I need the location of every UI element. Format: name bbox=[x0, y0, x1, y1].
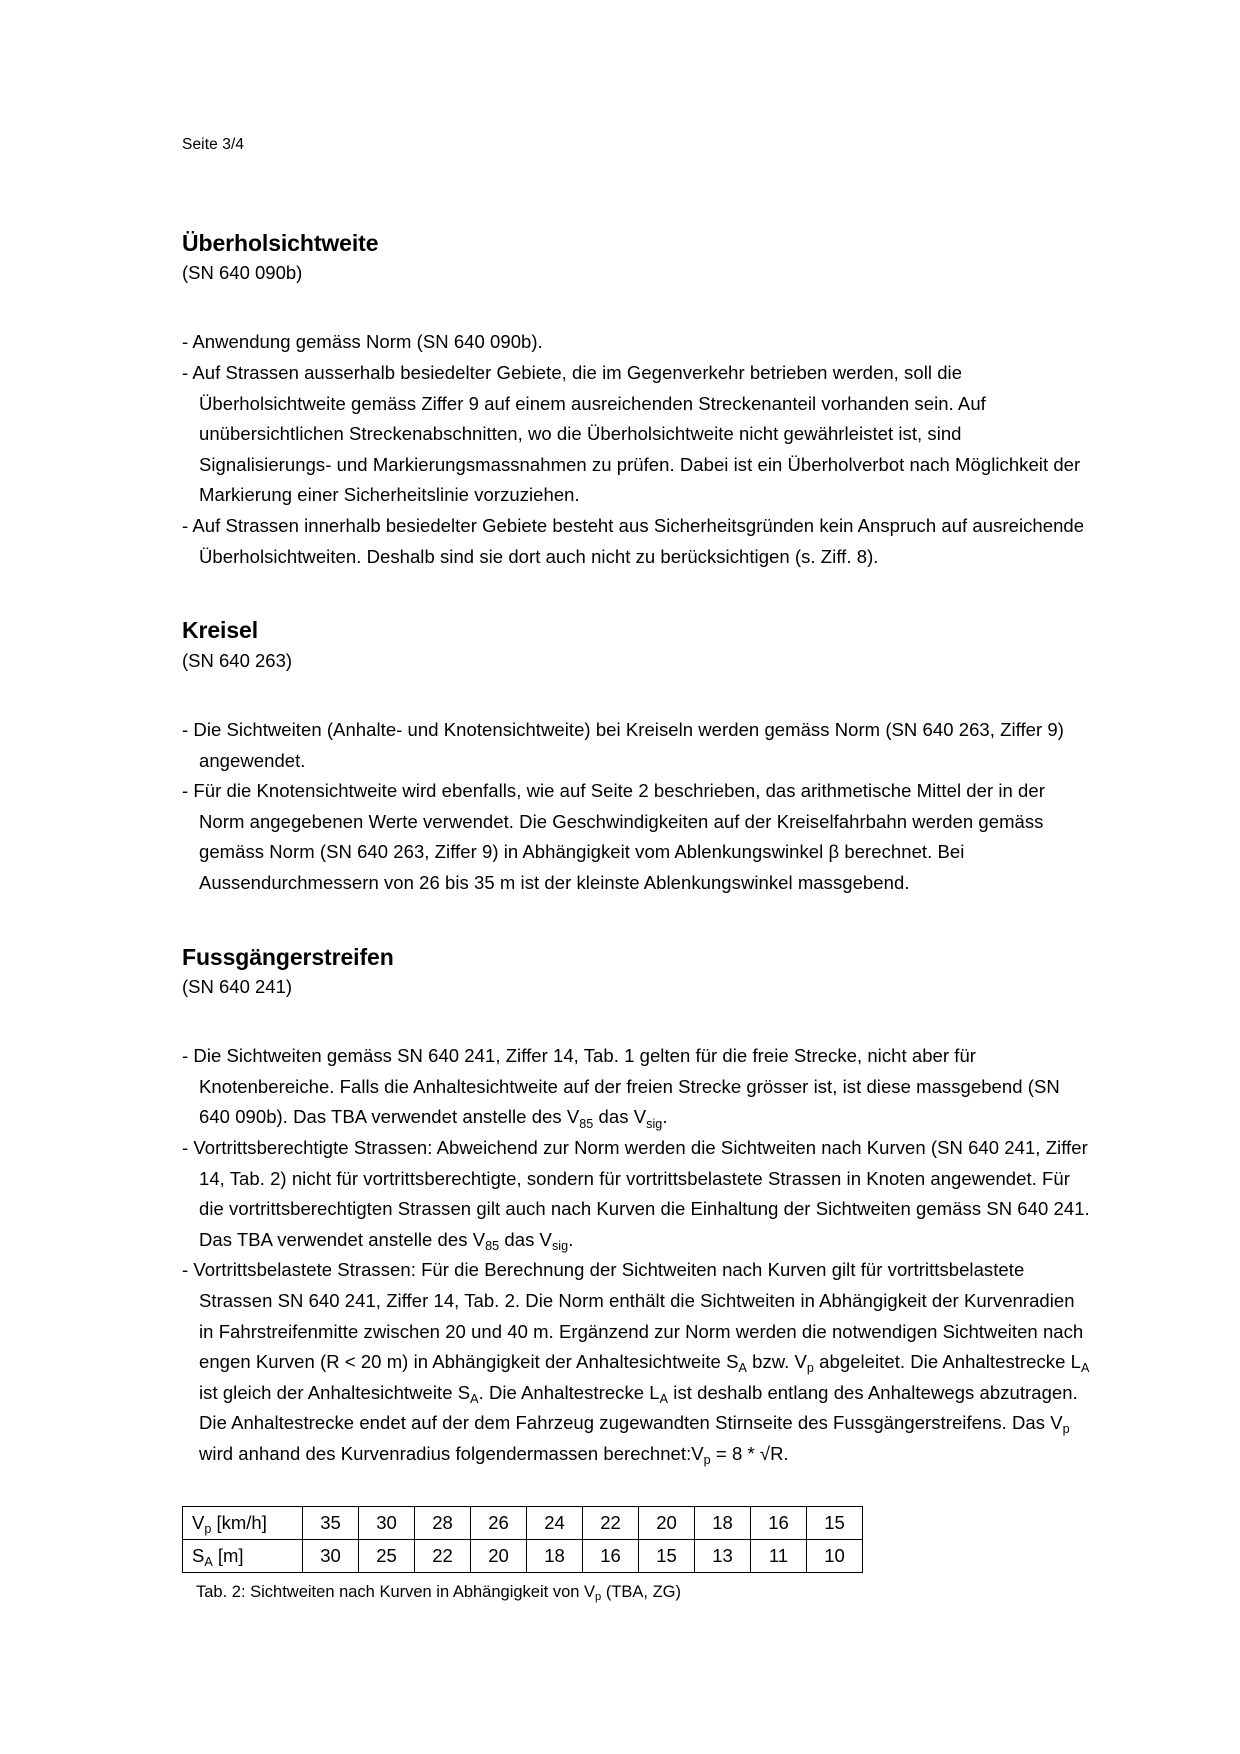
spacer bbox=[182, 673, 1090, 715]
table-cell: 35 bbox=[303, 1506, 359, 1539]
spacer bbox=[182, 899, 1090, 943]
table-caption: Tab. 2: Sichtweiten nach Kurven in Abhängigkeit von $V_p$ (TBA, ZG) bbox=[196, 1582, 682, 1604]
bullet-list-ueberholsichtweite bbox=[182, 327, 1090, 572]
bullet-text: Anwendung gemäss Norm (SN 640 090b). bbox=[192, 331, 543, 353]
section-ref-ueberholsichtweite: (SN 640 090b) bbox=[182, 262, 303, 284]
spacer bbox=[182, 999, 1090, 1041]
table-cell: 28 bbox=[415, 1506, 471, 1539]
bullet-list-kreisel bbox=[182, 715, 1090, 899]
table-cell: 15 bbox=[639, 1539, 695, 1572]
table-cell: 26 bbox=[471, 1506, 527, 1539]
table-cell: 25 bbox=[359, 1539, 415, 1572]
bullet-dash: - bbox=[182, 1137, 194, 1159]
section-title-ueberholsichtweite: Überholsichtweite bbox=[182, 229, 379, 256]
bullet-text: Vortrittsberechtigte Strassen: Abweichend zur Norm werden die Sichtweiten nach Kurven (SN 640 241, Ziffer 14, Tab. 2) nicht für vortrittsberechtigte, sondern für vortrittsbelastete Strassen in Knoten angewendet. Für die vortrittsberechtigten Strassen gilt auch nach Kurven die Einhaltung der Sichtweiten gemäss SN 640 241. Das TBA verwendet anstelle des $V_{85}$ das $V_{sig}$. bbox=[193, 1137, 1090, 1253]
table-cell: 20 bbox=[639, 1506, 695, 1539]
list-item bbox=[182, 1041, 1090, 1133]
bullet-dash: - bbox=[182, 780, 194, 802]
list-item bbox=[182, 511, 1090, 572]
page-marker: Seite 3/4 bbox=[182, 136, 245, 153]
table-cell: 30 bbox=[303, 1539, 359, 1572]
bullet-dash: - bbox=[182, 514, 193, 536]
spacer bbox=[182, 285, 1090, 327]
bullet-dash: - bbox=[182, 1045, 194, 1067]
table-row bbox=[183, 1506, 863, 1539]
table-row-header: $V_p$ [km/h] bbox=[183, 1506, 303, 1539]
table-cell: 10 bbox=[807, 1539, 863, 1572]
bullet-text: Vortrittsbelastete Strassen: Für die Berechnung der Sichtweiten nach Kurven gilt für vortrittsbelastete Strassen SN 640 241, Ziffer 14, Tab. 2. Die Norm enthält die Sichtweiten in Abhängigkeit der Kurvenradien in Fahrstreifenmitte zwischen 20 und 40 m. Ergänzend zur Norm werden die notwendigen Sichtweiten nach engen Kurven (R < 20 m) in Abhängigkeit der Anhaltesichtweite $S_A$ bzw. $V_p$ abgeleitet. Die Anhaltestrecke $L_A$ ist gleich der Anhaltesichtweite $S_A$. Die Anhaltestrecke $L_A$ ist deshalb entlang des Anhaltewegs abzutragen. Die Anhaltestrecke endet auf der dem Fahrzeug zugewandten Stirnseite des Fussgängerstreifens. Das $V_p$ wird anhand des Kurvenradius folgendermassen $berechnet:V_p = 8 * √R$. bbox=[193, 1259, 1090, 1468]
list-item bbox=[182, 776, 1090, 898]
table-cell: 13 bbox=[695, 1539, 751, 1572]
section-title-kreisel: Kreisel bbox=[182, 617, 259, 644]
table-cell: 24 bbox=[527, 1506, 583, 1539]
list-item bbox=[182, 715, 1090, 776]
bullet-text: Die Sichtweiten gemäss SN 640 241, Ziffer 14, Tab. 1 gelten für die freie Strecke, nicht aber für Knotenbereiche. Falls die Anhaltesichtweite auf der freien Strecke grösser ist, ist diese massgebend (SN 640 090b). Das TBA verwendet anstelle des $V_{85}$ das $V_{sig}$. bbox=[193, 1045, 1060, 1131]
table-cell: 18 bbox=[527, 1539, 583, 1572]
bullet-text: Die Sichtweiten (Anhalte- und Knotensichtweite) bei Kreiseln werden gemäss Norm (SN 640 263, Ziffer 9) angewendet. bbox=[193, 718, 1064, 771]
table-cell: 20 bbox=[471, 1539, 527, 1572]
section-ref-fussgaengerstreifen: (SN 640 241) bbox=[182, 976, 293, 998]
list-item bbox=[182, 1255, 1090, 1469]
list-item bbox=[182, 1133, 1090, 1255]
bullet-dash: - bbox=[182, 1259, 194, 1281]
table-row-header: $S_A$ [m] bbox=[183, 1539, 303, 1572]
list-item bbox=[182, 358, 1090, 511]
table-cell: 16 bbox=[751, 1506, 807, 1539]
table-block bbox=[182, 1506, 1090, 1603]
table-cell: 16 bbox=[583, 1539, 639, 1572]
bullet-text: Auf Strassen innerhalb besiedelter Gebiete besteht aus Sicherheitsgründen kein Anspruch auf ausreichende Überholsichtweiten. Deshalb sind sie dort auch nicht zu berücksichtigen (s. Ziff. 8). bbox=[192, 514, 1085, 567]
bullet-list-fussgaengerstreifen bbox=[182, 1041, 1090, 1469]
spacer bbox=[182, 572, 1090, 616]
table-cell: 22 bbox=[415, 1539, 471, 1572]
table-cell: 18 bbox=[695, 1506, 751, 1539]
table-cell: 15 bbox=[807, 1506, 863, 1539]
bullet-dash: - bbox=[182, 361, 193, 383]
bullet-dash: - bbox=[182, 331, 193, 353]
list-item bbox=[182, 327, 1090, 358]
bullet-text: Für die Knotensichtweite wird ebenfalls, wie auf Seite 2 beschrieben, das arithmetische Mittel der in der Norm angegebenen Werte verwendet. Die Geschwindigkeiten auf der Kreiselfahrbahn werden gemäss gemäss Norm (SN 640 263, Ziffer 9) in Abhängigkeit vom Ablenkungswinkel β berechnet. Bei Aussendurchmessern von 26 bis 35 m ist der kleinste Ablenkungswinkel massgebend. bbox=[193, 780, 1045, 893]
table-row bbox=[183, 1539, 863, 1572]
table-cell: 30 bbox=[359, 1506, 415, 1539]
table-body bbox=[183, 1506, 863, 1572]
table-cell: 11 bbox=[751, 1539, 807, 1572]
bullet-text: Auf Strassen ausserhalb besiedelter Gebiete, die im Gegenverkehr betrieben werden, soll die Überholsichtweite gemäss Ziffer 9 auf einem ausreichenden Streckenanteil vorhanden sein. Auf unübersichtlichen Streckenabschnitten, wo die Überholsichtweite nicht gewährleistet ist, sind Signalisierungs- und Markierungsmassnahmen zu prüfen. Dabei ist ein Überholverbot nach Möglichkeit der Markierung einer Sicherheitslinie vorzuziehen. bbox=[192, 361, 1081, 506]
section-title-fussgaengerstreifen: Fussgängerstreifen bbox=[182, 943, 394, 970]
sichtweiten-table bbox=[182, 1506, 863, 1573]
section-ref-kreisel: (SN 640 263) bbox=[182, 649, 293, 671]
bullet-dash: - bbox=[182, 718, 194, 740]
table-cell: 22 bbox=[583, 1506, 639, 1539]
